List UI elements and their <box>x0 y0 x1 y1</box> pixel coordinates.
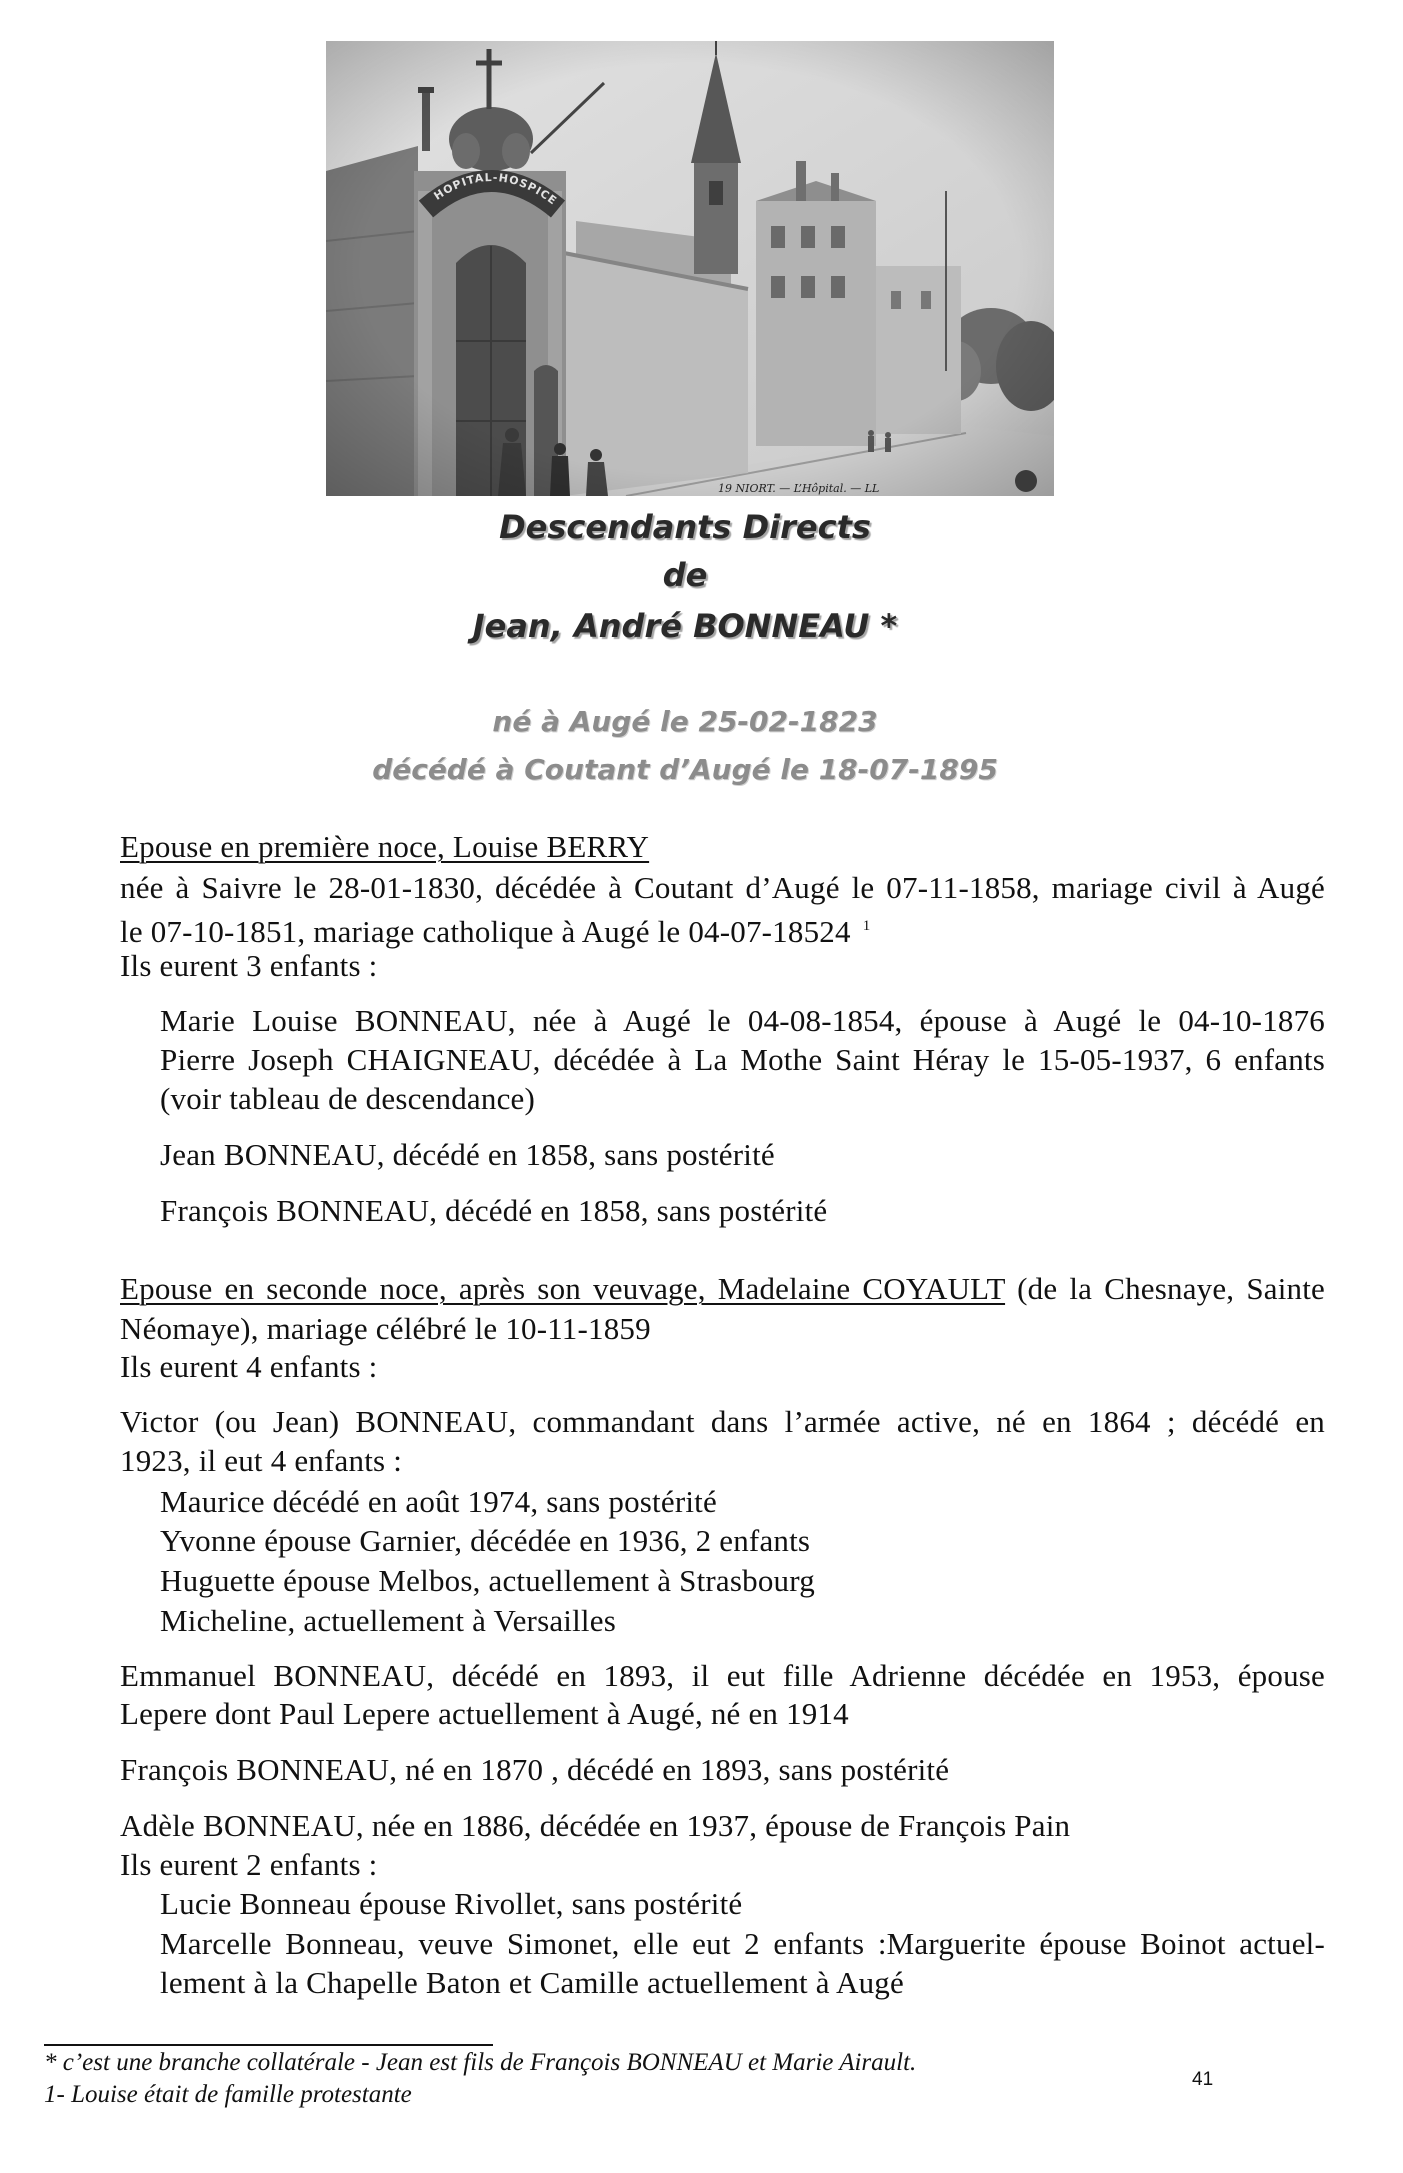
child-entry-line: Victor (ou Jean) BONNEAU, commandant dans l’armée active, né en 1864 ; décédé en <box>120 1404 1325 1439</box>
child-entry-line: Pierre Joseph CHAIGNEAU, décédée à La Mothe Saint Héray le 15-05-1937, 6 enfants <box>160 1042 1325 1077</box>
page-title-line-3: Jean, André BONNEAU * <box>472 607 898 645</box>
child-entry-line: (voir tableau de descendance) <box>160 1081 536 1116</box>
grandchild-entry-line: Micheline, actuellement à Versailles <box>160 1603 616 1638</box>
death-date: décédé à Coutant d’Augé le 18-07-1895 <box>372 753 998 786</box>
child-entry-line: Adèle BONNEAU, née en 1886, décédée en 1937, épouse de François Pain <box>120 1808 1071 1843</box>
page-title-line-2: de <box>662 556 708 594</box>
child-entry-line: Jean BONNEAU, décédé en 1858, sans postérité <box>160 1137 775 1172</box>
grandchild-entry-line: Maurice décédé en août 1974, sans postérité <box>160 1484 717 1519</box>
footnote-line: * c’est une branche collatérale - Jean est fils de François BONNEAU et Marie Airault. <box>44 2049 917 2076</box>
child-entry-line: 1923, il eut 4 enfants : <box>120 1443 403 1478</box>
footnote-separator <box>44 2044 493 2046</box>
grandchild-entry-line: Yvonne épouse Garnier, décédée en 1936, 2 enfants <box>160 1523 811 1558</box>
hospital-street-photo <box>326 41 1054 496</box>
photo-caption: 19 NIORT. — L’Hôpital. — LL <box>718 482 880 495</box>
second-marriage-heading <box>120 1269 1325 1309</box>
child-entry-line: François BONNEAU, né en 1870 , décédé en 1893, sans postérité <box>120 1752 950 1787</box>
child-entry-line: Lepere dont Paul Lepere actuellement à Augé, né en 1914 <box>120 1696 849 1731</box>
photo-vignette <box>326 41 1054 496</box>
grandchild-entry-line: Huguette épouse Melbos, actuellement à Strasbourg <box>160 1563 815 1598</box>
page-number: 41 <box>1192 2069 1214 2090</box>
first-marriage-heading-text: Epouse en première noce, Louise BERRY <box>120 829 650 864</box>
second-marriage-heading-continuation: (de la Chesnaye, Sainte <box>1017 1271 1325 1306</box>
child-entry-line: Emmanuel BONNEAU, décédé en 1893, il eut fille Adrienne décédée en 1953, épouse <box>120 1658 1325 1693</box>
second-marriage-detail-line: Néomaye), mariage célébré le 10-11-1859 <box>120 1311 651 1346</box>
first-marriage-heading <box>120 827 1325 867</box>
first-marriage-detail-line <box>120 906 1325 949</box>
child-entry-line: Marie Louise BONNEAU, née à Augé le 04-08-1854, épouse à Augé le 04-10-1876 <box>160 1003 1325 1038</box>
child-entry-line: François BONNEAU, décédé en 1858, sans postérité <box>160 1193 828 1228</box>
grandchild-entry-line: Marcelle Bonneau, veuve Simonet, elle eut 2 enfants :Marguerite épouse Boinot actuel- <box>160 1926 1325 1961</box>
grandchild-entry-line: Lucie Bonneau épouse Rivollet, sans postérité <box>160 1886 743 1921</box>
second-marriage-heading-text: Epouse en seconde noce, après son veuvage, Madelaine COYAULT <box>120 1271 1006 1306</box>
child-entry-line: Ils eurent 2 enfants : <box>120 1847 378 1882</box>
first-marriage-children-intro: Ils eurent 3 enfants : <box>120 948 378 983</box>
second-marriage-children-intro: Ils eurent 4 enfants : <box>120 1349 378 1384</box>
grandchild-entry-line: lement à la Chapelle Baton et Camille actuellement à Augé <box>160 1965 904 2000</box>
footnote-line: 1- Louise était de famille protestante <box>44 2081 412 2108</box>
page-title-line-1: Descendants Directs <box>499 508 871 546</box>
first-marriage-detail-text: le 07-10-1851, mariage catholique à Augé le 04-07-18524 <box>120 914 851 949</box>
footnote-reference: 1 <box>862 918 871 934</box>
first-marriage-detail-line: née à Saivre le 28-01-1830, décédée à Coutant d’Augé le 07-11-1858, mariage civil à Augé <box>120 870 1325 905</box>
photo-stamp-icon <box>1015 470 1037 492</box>
birth-date: né à Augé le 25-02-1823 <box>492 705 878 738</box>
